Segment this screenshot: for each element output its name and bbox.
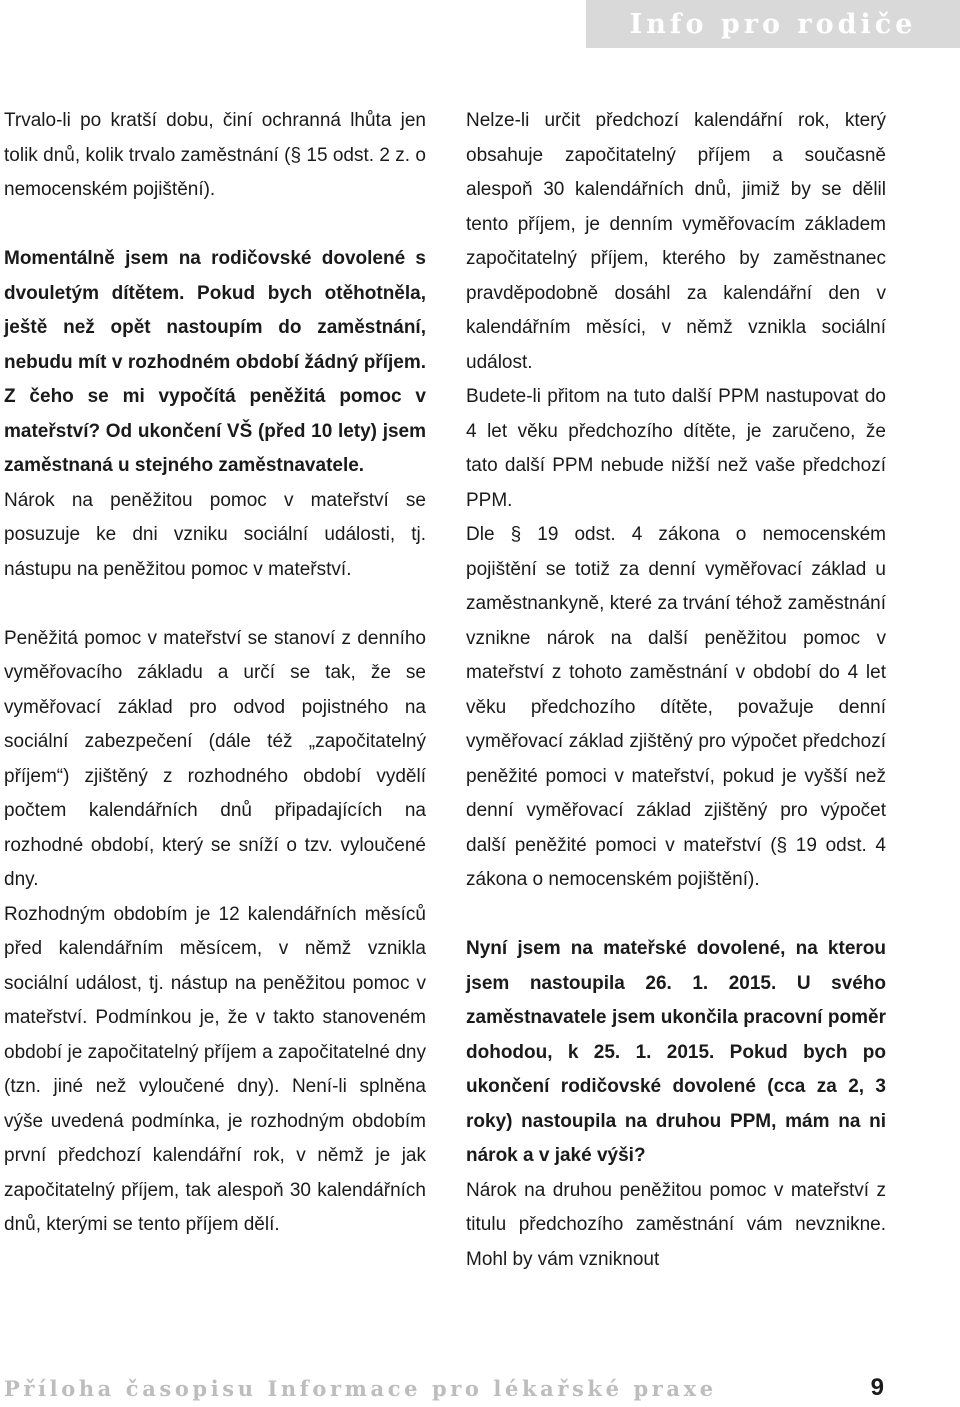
paragraph: Rozhodným obdobím je 12 kalendářních měsíců před kalendářním měsícem, v němž vznikla sociální událost, tj. nástup na peněžitou pomoc v mateřství. Podmínkou je, že v takto stanoveném období je započitatelný příjem a započitatelné dny (tzn. jiné než vyloučené dny). Není-li splněna výše uvedená podmínka, je rozhodným obdobím první předchozí kalendářní rok, v němž je jak započitatelný příjem, tak alespoň 30 kalendářních dnů, kterými se tento příjem dělí. (4, 903, 426, 1235)
paragraph: Trvalo-li po kratší dobu, činí ochranná lhůta jen tolik dnů, kolik trvalo zaměstnání (§ 15 odst. 2 z. o nemocenském pojištění). (4, 110, 426, 200)
paragraph: Dle § 19 odst. 4 zákona o nemocenském pojištění se totiž za denní vyměřovací základ u zaměstnankyně, které za trvání téhož zaměstnání vznikne nárok na další peněžitou pomoc v mateřství z tohoto zaměstnání v období do 4 let věku předchozího dítěte, považuje denní vyměřovací základ zjištěný pro výpočet předchozí peněžité pomoci v mateřství, pokud je vyšší než denní vyměřovací základ zjištěný pro výpočet další peněžité pomoci v mateřství (§ 19 odst. 4 zákona o nemocenském pojištění). (466, 524, 886, 890)
page-number: 9 (870, 1374, 884, 1401)
footer-publication-title: Příloha časopisu Informace pro lékařské praxe (4, 1376, 717, 1401)
section-title: Info pro rodiče (629, 8, 917, 40)
question-heading: Momentálně jsem na rodičovské dovolené s dvouletým dítětem. Pokud bych otěhotněla, ještě než opět nastoupím do zaměstnání, nebudu mít v rozhodném období žádný příjem. Z čeho se mi vypočítá peněžitá pomoc v mateřství? Od ukončení VŠ (před 10 lety) jsem zaměstnaná u stejného zaměstnavatele. (4, 248, 426, 476)
paragraph: Peněžitá pomoc v mateřství se stanoví z denního vyměřovacího základu a určí se tak, že se vyměřovací základ pro odvod pojistného na sociální zabezpečení (dále též „započitatelný příjem“) zjištěný z rozhodného období vydělí počtem kalendářních dnů připadajících na rozhodné období, který se sníží o tzv. vyloučené dny. (4, 627, 426, 890)
answer-paragraph: Nárok na druhou peněžitou pomoc v mateřství z titulu předchozího zaměstnání vám nevznikne. Mohl by vám vzniknout (466, 1179, 886, 1270)
answer-paragraph: Nárok na peněžitou pomoc v mateřství se posuzuje ke dni vzniku sociální události, tj. nástupu na peněžitou pomoc v mateřství. (4, 489, 426, 580)
paragraph: Budete-li přitom na tuto další PPM nastupovat do 4 let věku předchozího dítěte, je zaručeno, že tato další PPM nebude nižší než vaše předchozí PPM. (466, 386, 886, 511)
question-heading: Nyní jsem na mateřské dovolené, na kterou jsem nastoupila 26. 1. 2015. U svého zaměstnavatele jsem ukončila pracovní poměr dohodou, k 25. 1. 2015. Pokud bych po ukončení rodičovské dovolené (cca za 2, 3 roky) nastoupila na druhou PPM, mám na ni nárok a v jaké výši? (466, 938, 886, 1166)
section-header-tab (586, 0, 960, 48)
paragraph: Nelze-li určit předchozí kalendářní rok, který obsahuje započitatelný příjem a současně alespoň 30 kalendářních dnů, jimiž by se dělil tento příjem, je denním vyměřovacím základem započitatelný příjem, kterého by zaměstnanec pravděpodobně dosáhl za kalendářní den v kalendářním měsíci, v němž vznikla sociální událost. (466, 110, 886, 373)
left-column (4, 104, 426, 1243)
right-column (466, 104, 886, 1277)
